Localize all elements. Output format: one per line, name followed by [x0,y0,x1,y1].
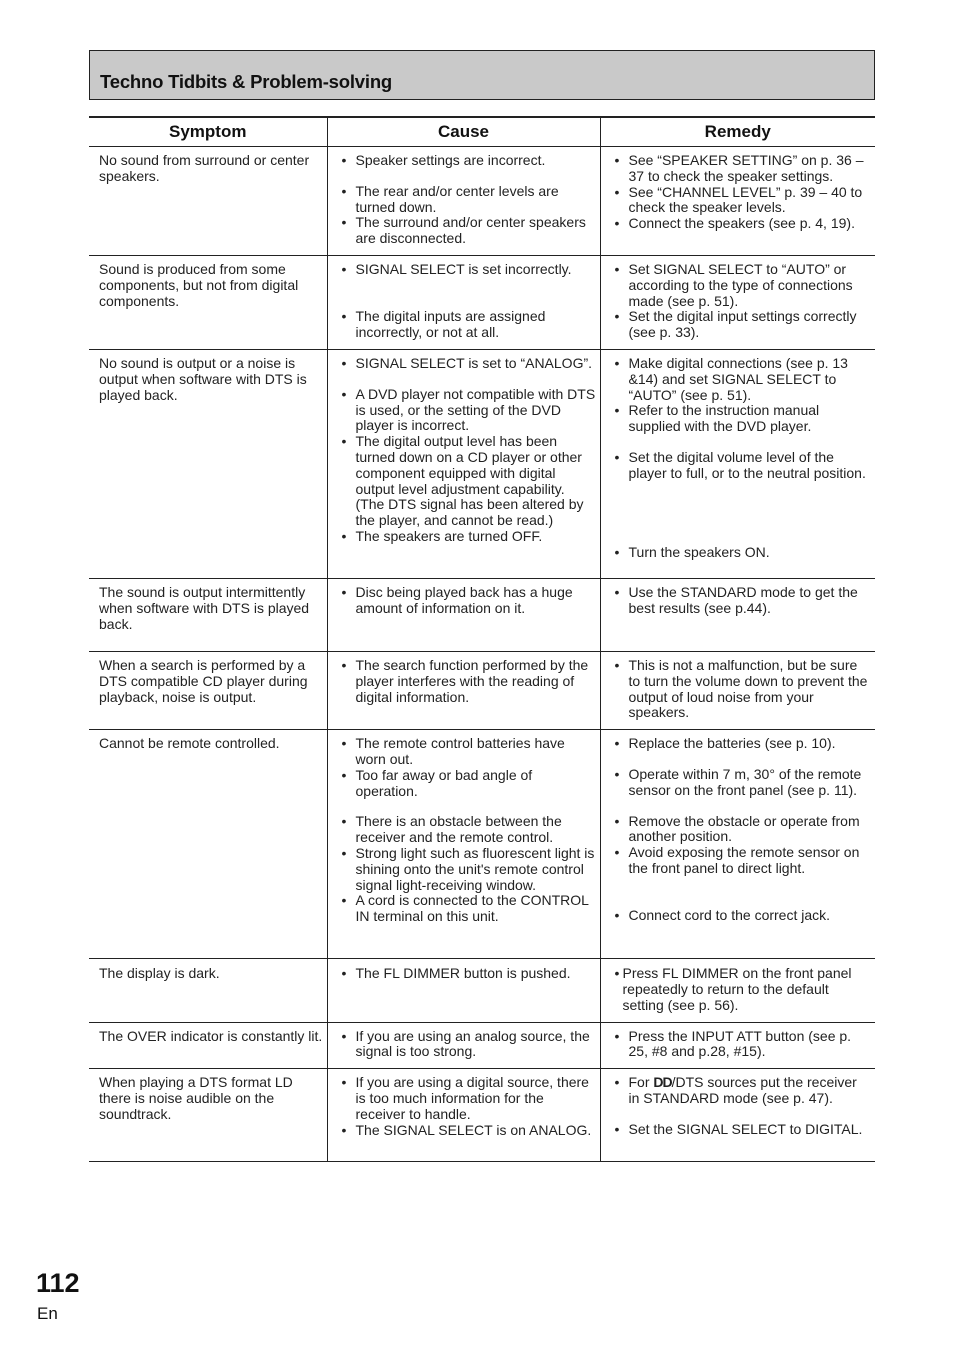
cause-item: • If you are using an analog source, the signal is too strong. [338,1029,596,1061]
cause-item: • The digital output level has been turned down on a CD player or other component equipped with digital output level adjustment capability. (The DTS signal has been altered by the player, and cannot be read.) [338,434,596,529]
symptom-cell: The sound is output intermittently when software with DTS is played back. [89,578,327,651]
cause-cell [327,1022,600,1069]
remedy-item: • Set the SIGNAL SELECT to DIGITAL. [611,1122,872,1138]
cause-item: • The remote control batteries have worn out. [338,736,596,768]
remedy-item: • Replace the batteries (see p. 10). [611,736,872,752]
table-row [89,959,875,1022]
cause-cell [327,255,600,349]
table-row [89,651,875,729]
cause-item: • Speaker settings are incorrect. [338,153,596,169]
remedy-item: • See “CHANNEL LEVEL” p. 39 – 40 to check the speaker levels. [611,185,872,217]
remedy-item: • Avoid exposing the remote sensor on the front panel to direct light. [611,845,872,877]
remedy-item: • Press FL DIMMER on the front panel repeatedly to return to the default setting (see p. 56). [611,966,872,1013]
table-row [89,578,875,651]
remedy-item: • Set the digital input settings correctly (see p. 33). [611,309,872,341]
symptom-cell: No sound is output or a noise is output when software with DTS is played back. [89,349,327,578]
remedy-item: • Make digital connections (see p. 13 &14) and set SIGNAL SELECT to “AUTO” (see p. 51). [611,356,872,403]
remedy-cell [600,959,875,1022]
dolby-digital-logo: DD [653,1074,672,1091]
remedy-cell [600,349,875,578]
cause-item: • Too far away or bad angle of operation. [338,768,596,800]
remedy-item [611,1075,872,1107]
section-header-banner [89,50,875,100]
remedy-item: • Set the digital volume level of the player to full, or to the neutral position. [611,450,872,482]
remedy-column-header: Remedy [600,117,875,147]
remedy-item: • This is not a malfunction, but be sure to turn the volume down to prevent the output of loud noise from your speakers. [611,658,872,721]
remedy-suffix: /DTS sources put the receiver in STANDARD mode (see p. 47). [628,1074,857,1106]
symptom-column-header: Symptom [89,117,327,147]
symptom-cell: When playing a DTS format LD there is noise audible on the soundtrack. [89,1069,327,1162]
cause-item: • There is an obstacle between the receiver and the remote control. [338,814,596,846]
symptom-cell: Cannot be remote controlled. [89,730,327,959]
remedy-cell [600,1069,875,1162]
remedy-cell [600,255,875,349]
cause-column-header: Cause [327,117,600,147]
cause-item: • SIGNAL SELECT is set incorrectly. [338,262,596,278]
remedy-item: • Operate within 7 m, 30° of the remote sensor on the front panel (see p. 11). [611,767,872,799]
remedy-cell [600,147,875,256]
symptom-cell: Sound is produced from some components, but not from digital components. [89,255,327,349]
cause-cell [327,1069,600,1162]
table-row [89,349,875,578]
remedy-item: • Connect the speakers (see p. 4, 19). [611,216,872,232]
remedy-item: • Press the INPUT ATT button (see p. 25, #8 and p.28, #15). [611,1029,872,1061]
table-row [89,1022,875,1069]
cause-item: • The digital inputs are assigned incorrectly, or not at all. [338,309,596,341]
symptom-cell: The display is dark. [89,959,327,1022]
cause-item: • If you are using a digital source, there is too much information for the receiver to handle. [338,1075,596,1122]
cause-cell [327,147,600,256]
cause-cell [327,651,600,729]
table-row [89,730,875,959]
remedy-cell [600,651,875,729]
table-row [89,1069,875,1162]
table-row [89,147,875,256]
cause-item: • A cord is connected to the CONTROL IN terminal on this unit. [338,893,596,925]
cause-item: • Disc being played back has a huge amount of information on it. [338,585,596,617]
remedy-cell [600,1022,875,1069]
cause-item: • The search function performed by the player interferes with the reading of digital information. [338,658,596,705]
table-header-row [89,117,875,147]
remedy-item: • Refer to the instruction manual supplied with the DVD player. [611,403,872,435]
cause-item: • The rear and/or center levels are turned down. [338,184,596,216]
cause-item: • SIGNAL SELECT is set to “ANALOG”. [338,356,596,372]
remedy-item: • Turn the speakers ON. [611,545,872,561]
page-number: 112 [36,1268,80,1298]
cause-item: • A DVD player not compatible with DTS is used, or the setting of the DVD player is incorrect. [338,387,596,434]
cause-item: • The speakers are turned OFF. [338,529,596,545]
language-label: En [37,1304,58,1323]
cause-cell [327,959,600,1022]
remedy-cell [600,730,875,959]
symptom-cell: The OVER indicator is constantly lit. [89,1022,327,1069]
remedy-prefix: For [628,1074,654,1091]
cause-item: • The surround and/or center speakers are disconnected. [338,215,596,247]
cause-cell [327,349,600,578]
cause-item: • The FL DIMMER button is pushed. [338,966,596,982]
symptom-cell: No sound from surround or center speakers. [89,147,327,256]
table-row [89,255,875,349]
remedy-item: • Use the STANDARD mode to get the best results (see p.44). [611,585,872,617]
remedy-item: • Connect cord to the correct jack. [611,908,872,924]
remedy-cell [600,578,875,651]
section-title: Techno Tidbits & Problem-solving [100,71,393,92]
cause-cell [327,578,600,651]
symptom-cell: When a search is performed by a DTS compatible CD player during playback, noise is output. [89,651,327,729]
remedy-item: • See “SPEAKER SETTING” on p. 36 – 37 to check the speaker settings. [611,153,872,185]
cause-cell [327,730,600,959]
troubleshooting-table [89,116,875,1162]
remedy-item: • Remove the obstacle or operate from another position. [611,814,872,846]
remedy-item: • Set SIGNAL SELECT to “AUTO” or according to the type of connections made (see p. 51). [611,262,872,309]
cause-item: • Strong light such as fluorescent light is shining onto the unit's remote control signal light-receiving window. [338,846,596,893]
cause-item: • The SIGNAL SELECT is on ANALOG. [338,1123,596,1139]
